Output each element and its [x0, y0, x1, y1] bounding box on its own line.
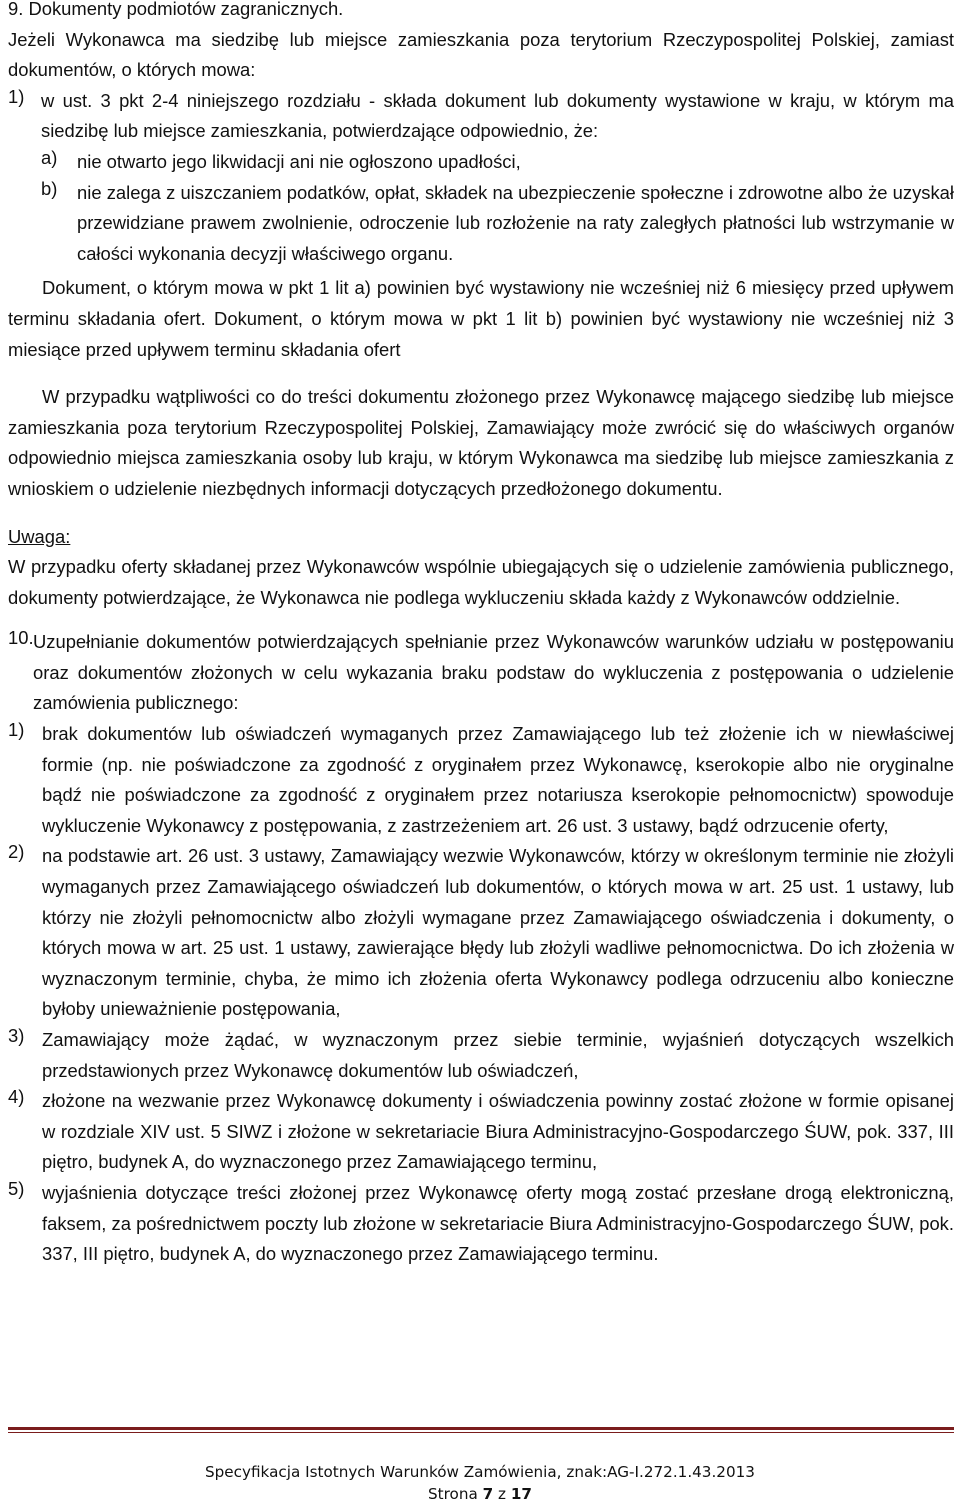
- list-item: [8, 86, 954, 147]
- uwaga-line: [8, 522, 954, 553]
- section-9-heading: 9. Dokumenty podmiotów zagranicznych.: [8, 0, 344, 19]
- list-number: 3): [8, 1025, 25, 1046]
- list-item: [8, 719, 954, 841]
- footer-divider-thin: [8, 1432, 954, 1433]
- list-text: w ust. 3 pkt 2-4 niniejszego rozdziału - składa dokument lub dokumenty wystawione w kraju, w którym ma siedzibę lub miejsce zamieszkania, potwierdzające odpowiednio, że:: [41, 89, 954, 142]
- list-number: 5): [8, 1177, 25, 1199]
- section-10-title: Uzupełnianie dokumentów potwierdzających spełnianie przez Wykonawców warunków udziału w postępowaniu oraz dokumentów złożonych w celu wykazania braku podstaw do wykluczenia z postępowania o udzielenie zamówienia publicznego:: [33, 631, 954, 714]
- uwaga-text: W przypadku oferty składanej przez Wykonawców wspólnie ubiegających się o udzielenie zamówienia publicznego, dokumenty potwierdzające, że Wykonawca nie podlega wykluczeniu składa każdy z Wykonawców oddzielnie.: [8, 556, 954, 608]
- list-number: 2): [8, 841, 25, 863]
- list-number: 1): [8, 85, 25, 107]
- list-text: złożone na wezwanie przez Wykonawcę dokumenty i oświadczenia powinny zostać złożone w formie opisanej w rozdziale XIV ust. 5 SIWZ i złożone w sekretariacie Biura Administracyjno-Gospodarczego ŚUW, pok. 337, III piętro, budynek A, do wyznaczonego przez Zamawiającego terminu,: [42, 1090, 954, 1173]
- page-current: 7: [482, 1485, 494, 1503]
- uwaga-label: Uwaga:: [8, 525, 71, 547]
- footer-divider: [8, 1427, 954, 1430]
- footer-spec: Specyfikacja Istotnych Warunków Zamówienia, znak:AG-I.272.1.43.2013: [205, 1463, 755, 1481]
- list-text: nie zalega z uiszczaniem podatków, opłat, składek na ubezpieczenie społeczne i zdrowotne albo że uzyskał przewidziane prawem zwolnienie, odroczenie lub rozłożenie na raty zaległych płatności lub wstrzymanie w całości wykonania decyzji właściwego organu.: [77, 181, 954, 264]
- list-letter: b): [41, 177, 58, 199]
- list-text: nie otwarto jego likwidacji ani nie ogłoszono upadłości,: [77, 150, 521, 172]
- list-letter: a): [41, 146, 58, 168]
- page-content: [8, 0, 954, 1270]
- list-item: [8, 1178, 954, 1270]
- list-item: [8, 841, 954, 1025]
- page-total: 17: [510, 1485, 532, 1503]
- list-text: na podstawie art. 26 ust. 3 ustawy, Zamawiający wezwie Wykonawców, którzy w określonym terminie nie złożyli wymaganych przez Zamawiającego oświadczeń lub dokumentów, o których mowa w art. 25 ust. 1 ustawy, lub którzy nie złożyli pełnomocnictw albo złożyli wymagane przez Zamawiającego oświadczenia i dokumenty, o których mowa w art. 25 ust. 1 ustawy, zawierające błędy lub złożyli wadliwe pełnomocnictwa. Do ich złożenia w wyznaczonym terminie, chyba, że mimo ich złożenia oferta Wykonawcy podlega odrzuceniu albo konieczne byłoby unieważnienie postępowania,: [42, 845, 954, 1020]
- list-number: 1): [8, 719, 25, 741]
- list-item: [8, 1025, 954, 1086]
- page-separator: z: [498, 1485, 506, 1503]
- page-label: Strona: [428, 1485, 478, 1503]
- list-text: brak dokumentów lub oświadczeń wymaganych przez Zamawiającego lub też złożenie ich w niewłaściwej formie (np. nie poświadczone za zgodność z oryginałem przez Wykonawcę, kserokopie albo nie oryginalne bądź nie poświadczone za zgodność z oryginałem przez notariusza kserokopie pełnomocnictw) spowoduje wykluczenie Wykonawcy z postępowania, z zastrzeżeniem art. 26 ust. 3 ustawy, bądź odrzucenie oferty,: [42, 723, 954, 836]
- footer-page-number: [0, 1485, 960, 1503]
- paragraph-document-dates: Dokument, o którym mowa w pkt 1 lit a) powinien być wystawiony nie wcześniej niż 6 miesięcy przed upływem terminu składania ofert. Dokument, o którym mowa w pkt 1 lit b) powinien być wystawiony nie wcześniej niż 3 miesiące przed upływem terminu składania ofert: [8, 277, 954, 360]
- section-number: 10.: [8, 627, 34, 649]
- list-text: wyjaśnienia dotyczące treści złożonej przez Wykonawcę oferty mogą zostać przesłane drogą elektroniczną, faksem, za pośrednictwem poczty lub złożone w sekretariacie Biura Administracyjno-Gospodarczego ŚUW, pok. 337, III piętro, budynek A, do wyznaczonego przez Zamawiającego terminu.: [42, 1181, 954, 1265]
- section-10-heading: [8, 627, 954, 719]
- list-item: [8, 178, 954, 270]
- section-9-intro: Jeżeli Wykonawca ma siedzibę lub miejsce zamieszkania poza terytorium Rzeczypospolitej Polskiej, zamiast dokumentów, o których mowa:: [8, 28, 954, 81]
- list-item: [8, 147, 954, 178]
- list-number: 4): [8, 1086, 25, 1108]
- paragraph-doubts: W przypadku wątpliwości co do treści dokumentu złożonego przez Wykonawcę mającego siedzibę lub miejsce zamieszkania poza terytorium Rzeczypospolitej Polskiej, Zamawiający może zwrócić się do właściwych organów odpowiednio miejsca zamieszkania osoby lub kraju, w którym Wykonawca ma siedzibę lub miejsce zamieszkania z wnioskiem o udzielenie niezbędnych informacji dotyczących przedłożonego dokumentu.: [8, 386, 954, 499]
- list-item: [8, 1086, 954, 1178]
- list-text: Zamawiający może żądać, w wyznaczonym przez siebie terminie, wyjaśnień dotyczących wszelkich przedstawionych przez Wykonawcę dokumentów lub oświadczeń,: [42, 1029, 954, 1081]
